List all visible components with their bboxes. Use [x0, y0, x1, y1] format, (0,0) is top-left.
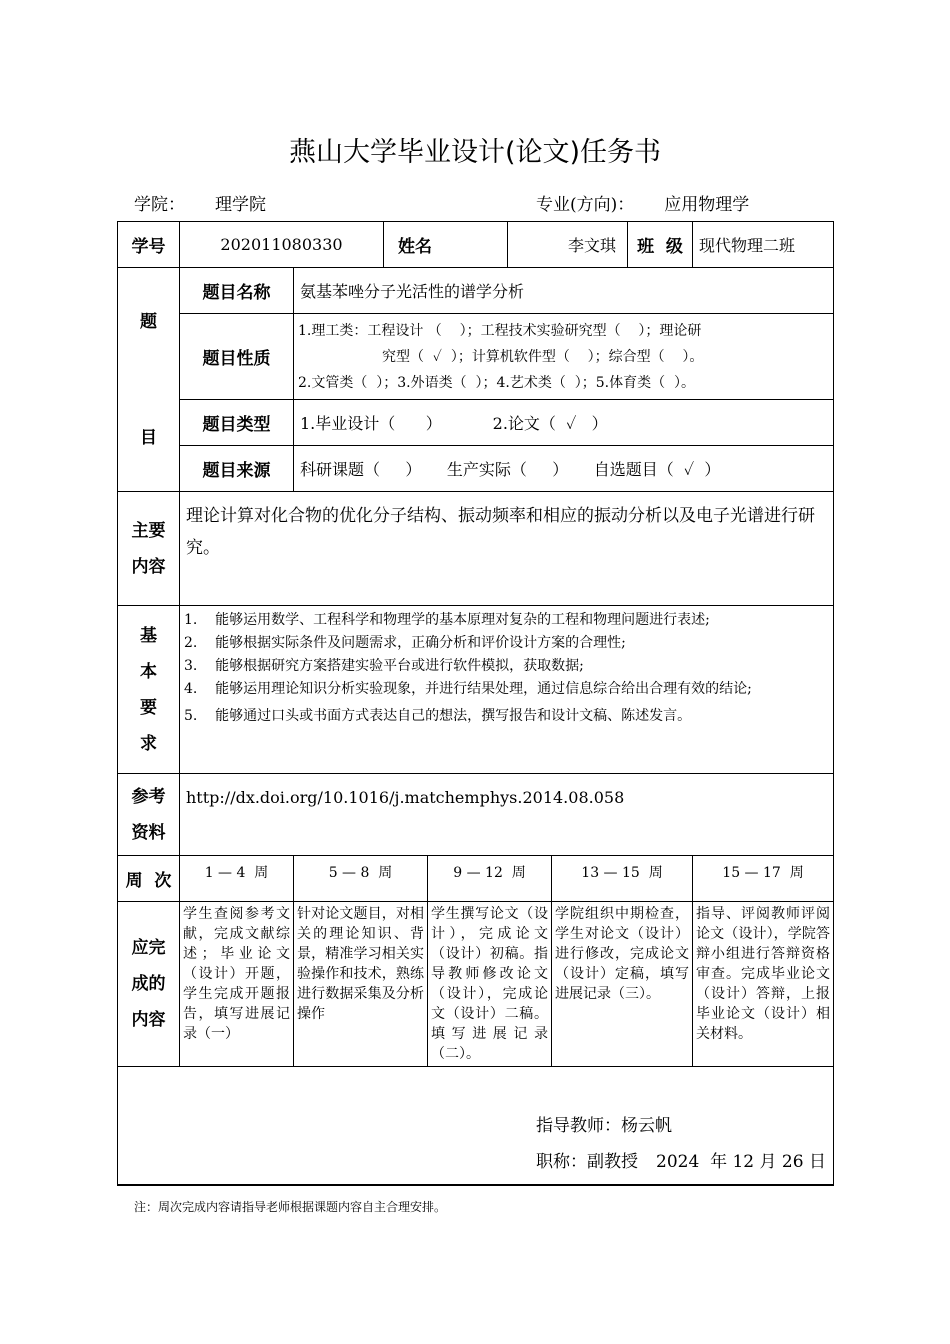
week-cell-3: 9 — 12 周	[428, 856, 552, 902]
nature-line-1: 1.理工类：工程设计 （ ）；工程技术实验研究型（ ）；理论研	[298, 322, 702, 339]
main-content-label-2: 内容	[131, 556, 166, 577]
topic-group-char-1: 题	[140, 311, 157, 332]
week-cell-4: 13 — 15 周	[552, 856, 693, 902]
college-line	[134, 190, 266, 215]
plan-cell-4: 学院组织中期检查，学生对论文（设计）进行修改，完成论文（设计）定稿，填写进展记录（三）。	[552, 902, 693, 1067]
topic-type-row	[118, 400, 834, 446]
footnote: 注：周次完成内容请指导老师根据课题内容自主合理安排。	[134, 1200, 447, 1214]
requirements-list	[180, 606, 834, 774]
week-label: 周 次	[118, 856, 180, 902]
req-label-char-4: 求	[140, 733, 157, 754]
references-label	[118, 774, 180, 856]
document-title: 燕山大学毕业设计(论文)任务书	[288, 137, 662, 168]
topic-nature-value	[294, 314, 834, 400]
topic-type-label: 题目类型	[180, 400, 294, 446]
college-label: 学院：	[134, 195, 185, 215]
week-row	[118, 856, 834, 902]
req-label-char-2: 本	[140, 661, 157, 682]
signature-row	[118, 1067, 834, 1185]
college-value: 理学院	[215, 195, 266, 215]
student-id-label: 学号	[118, 222, 180, 268]
class-label: 班 级	[628, 222, 693, 268]
topic-source-row	[118, 446, 834, 492]
title-label: 职称：	[536, 1151, 587, 1172]
title-date-line	[118, 1144, 833, 1180]
major-line	[536, 190, 749, 215]
topic-group-char-2: 目	[140, 427, 157, 448]
advisor-name: 杨云帆	[621, 1115, 672, 1136]
major-label: 专业(方向)：	[536, 195, 635, 215]
topic-name-value: 氨基苯唑分子光活性的谱学分析	[294, 268, 834, 314]
topic-source-value: 科研课题（ ） 生产实际（ ） 自选题目（ ✓ ）	[294, 446, 834, 492]
title-value: 副教授	[587, 1151, 638, 1172]
signature-cell	[118, 1067, 834, 1185]
advisor-label: 指导教师：	[536, 1115, 621, 1136]
plan-label-3: 内容	[131, 1010, 166, 1030]
req-label-char-1: 基	[140, 625, 157, 646]
plan-row	[118, 902, 834, 1067]
plan-cell-2: 针对论文题目，对相关的理论知识、背景，精准学习相关实验操作和技术，熟练进行数据采集及分析操作	[294, 902, 428, 1067]
topic-group-label	[118, 268, 180, 492]
topic-nature-row	[118, 314, 834, 400]
main-content-label-1: 主要	[131, 520, 166, 541]
requirement-item: 2. 能够根据实际条件及问题需求，正确分析和评价设计方案的合理性;	[184, 635, 626, 651]
topic-type-value: 1.毕业设计（ ） 2.论文（ ✓ ）	[294, 400, 834, 446]
plan-cell-1: 学生查阅参考文献，完成文献综述；毕业论文（设计）开题，学生完成开题报告，填写进展记录（一）	[180, 902, 294, 1067]
references-label-1: 参考	[131, 786, 166, 807]
requirement-item: 5. 能够通过口头或书面方式表达自己的想法，撰写报告和设计文稿、陈述发言。	[184, 708, 692, 724]
references-text: http://dx.doi.org/10.1016/j.matchemphys.2014.08.058	[180, 774, 834, 856]
requirements-label	[118, 606, 180, 774]
week-cell-2: 5 — 8 周	[294, 856, 428, 902]
plan-cell-5: 指导、评阅教师评阅论文（设计），学院答辩小组进行答辩资格审查。完成毕业论文（设计）答辩，上报毕业论文（设计）相关材料。	[693, 902, 834, 1067]
student-info-row	[118, 222, 834, 268]
name-label: 姓名	[384, 222, 508, 268]
plan-cell-3: 学生撰写论文（设计），完成论文（设计）初稿。指导教师修改论文（设计），完成论文（设计）二稿。填写进展记录（二）。	[428, 902, 552, 1067]
requirement-item: 3. 能够根据研究方案搭建实验平台或进行软件模拟，获取数据;	[184, 658, 584, 674]
main-content-label	[118, 492, 180, 606]
requirement-item: 1. 能够运用数学、工程科学和物理学的基本原理对复杂的工程和物理问题进行表述;	[184, 612, 710, 628]
main-content-text: 理论计算对化合物的优化分子结构、振动频率和相应的振动分析以及电子光谱进行研究。	[180, 492, 834, 606]
student-id-value: 202011080330	[180, 222, 384, 268]
sign-date: 2024 年 12 月 26 日	[656, 1151, 826, 1172]
topic-nature-label: 题目性质	[180, 314, 294, 400]
plan-label-2: 成的	[131, 974, 166, 994]
week-cell-1: 1 — 4 周	[180, 856, 294, 902]
req-label-char-3: 要	[140, 697, 157, 718]
nature-line-3: 2.文管类（ ）；3.外语类（ ）；4.艺术类（ ）；5.体育类（ ）。	[298, 374, 696, 391]
task-table	[117, 221, 834, 1186]
week-cell-5: 15 — 17 周	[693, 856, 834, 902]
main-content-row	[118, 492, 834, 606]
advisor-line	[118, 1108, 833, 1144]
name-value: 李文琪	[508, 222, 628, 268]
major-value: 应用物理学	[664, 195, 750, 215]
topic-source-label: 题目来源	[180, 446, 294, 492]
requirements-row	[118, 606, 834, 774]
plan-label-1: 应完	[131, 938, 166, 958]
requirement-item: 4. 能够运用理论知识分析实验现象，并进行结果处理，通过信息综合给出合理有效的结论;	[184, 681, 752, 697]
class-value: 现代物理二班	[693, 222, 834, 268]
topic-name-row	[118, 268, 834, 314]
plan-label	[118, 902, 180, 1067]
references-row	[118, 774, 834, 856]
topic-name-label: 题目名称	[180, 268, 294, 314]
references-label-2: 资料	[131, 822, 166, 843]
nature-line-2: 究型（ ✓ ）；计算机软件型（ ）；综合型（ ）。	[382, 348, 704, 365]
